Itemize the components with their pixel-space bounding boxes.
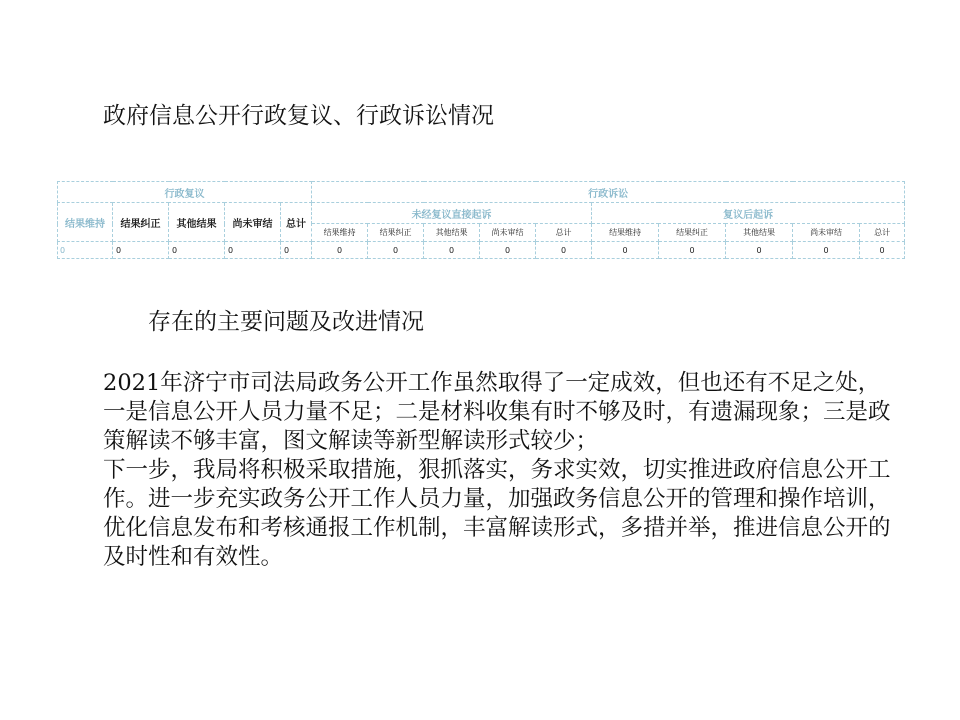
after-review-value-total: 0 — [860, 242, 905, 259]
table-header-row-1 — [58, 182, 905, 203]
direct-col-other: 其他结果 — [424, 224, 480, 242]
review-value-total: 0 — [281, 242, 312, 259]
paragraph-next-steps: 下一步，我局将积极采取措施，狠抓落实，务求实效，切实推进政府信息公开工作。进一步充实政务公开工作人员力量，加强政务信息公开的管理和操作培训，优化信息发布和考核通报工作机制，丰富解读形式，多措并举，推进信息公开的及时性和有效性。 — [103, 457, 891, 570]
table-header-row-2 — [58, 203, 905, 224]
after-review-col-other: 其他结果 — [726, 224, 793, 242]
direct-value-other: 0 — [424, 242, 480, 259]
after-review-value-other: 0 — [726, 242, 793, 259]
header-admin-review: 行政复议 — [58, 182, 312, 203]
direct-value-total: 0 — [536, 242, 592, 259]
after-review-col-corrected: 结果纠正 — [659, 224, 726, 242]
direct-col-total: 总计 — [536, 224, 592, 242]
table-row — [58, 242, 905, 259]
review-value-pending: 0 — [225, 242, 281, 259]
direct-col-pending: 尚未审结 — [480, 224, 536, 242]
after-review-col-total: 总计 — [860, 224, 905, 242]
review-value-corrected: 0 — [113, 242, 169, 259]
review-value-other: 0 — [169, 242, 225, 259]
review-value-upheld: 0 — [58, 242, 113, 259]
header-admin-litigation: 行政诉讼 — [312, 182, 905, 203]
body-text — [103, 369, 893, 572]
direct-value-pending: 0 — [480, 242, 536, 259]
section-heading-review-litigation: 政府信息公开行政复议、行政诉讼情况 — [103, 103, 494, 129]
header-after-review-suit: 复议后起诉 — [592, 203, 905, 224]
review-col-total: 总计 — [281, 203, 312, 242]
review-col-pending: 尚未审结 — [225, 203, 281, 242]
review-col-corrected: 结果纠正 — [113, 203, 169, 242]
after-review-value-corrected: 0 — [659, 242, 726, 259]
section-heading-problems: 存在的主要问题及改进情况 — [148, 309, 424, 335]
after-review-col-upheld: 结果维持 — [592, 224, 659, 242]
after-review-value-upheld: 0 — [592, 242, 659, 259]
review-col-upheld: 结果维持 — [58, 203, 113, 242]
direct-col-upheld: 结果维持 — [312, 224, 368, 242]
direct-value-upheld: 0 — [312, 242, 368, 259]
paragraph-problems: 2021年济宁市司法局政务公开工作虽然取得了一定成效，但也还有不足之处，一是信息公开人员力量不足；二是材料收集有时不够及时，有遗漏现象；三是政策解读不够丰富，图文解读等新型解读形式较少； — [103, 370, 891, 454]
after-review-value-pending: 0 — [793, 242, 860, 259]
after-review-col-pending: 尚未审结 — [793, 224, 860, 242]
header-direct-suit: 未经复议直接起诉 — [312, 203, 592, 224]
direct-col-corrected: 结果纠正 — [368, 224, 424, 242]
review-litigation-table — [57, 181, 905, 259]
review-col-other: 其他结果 — [169, 203, 225, 242]
direct-value-corrected: 0 — [368, 242, 424, 259]
